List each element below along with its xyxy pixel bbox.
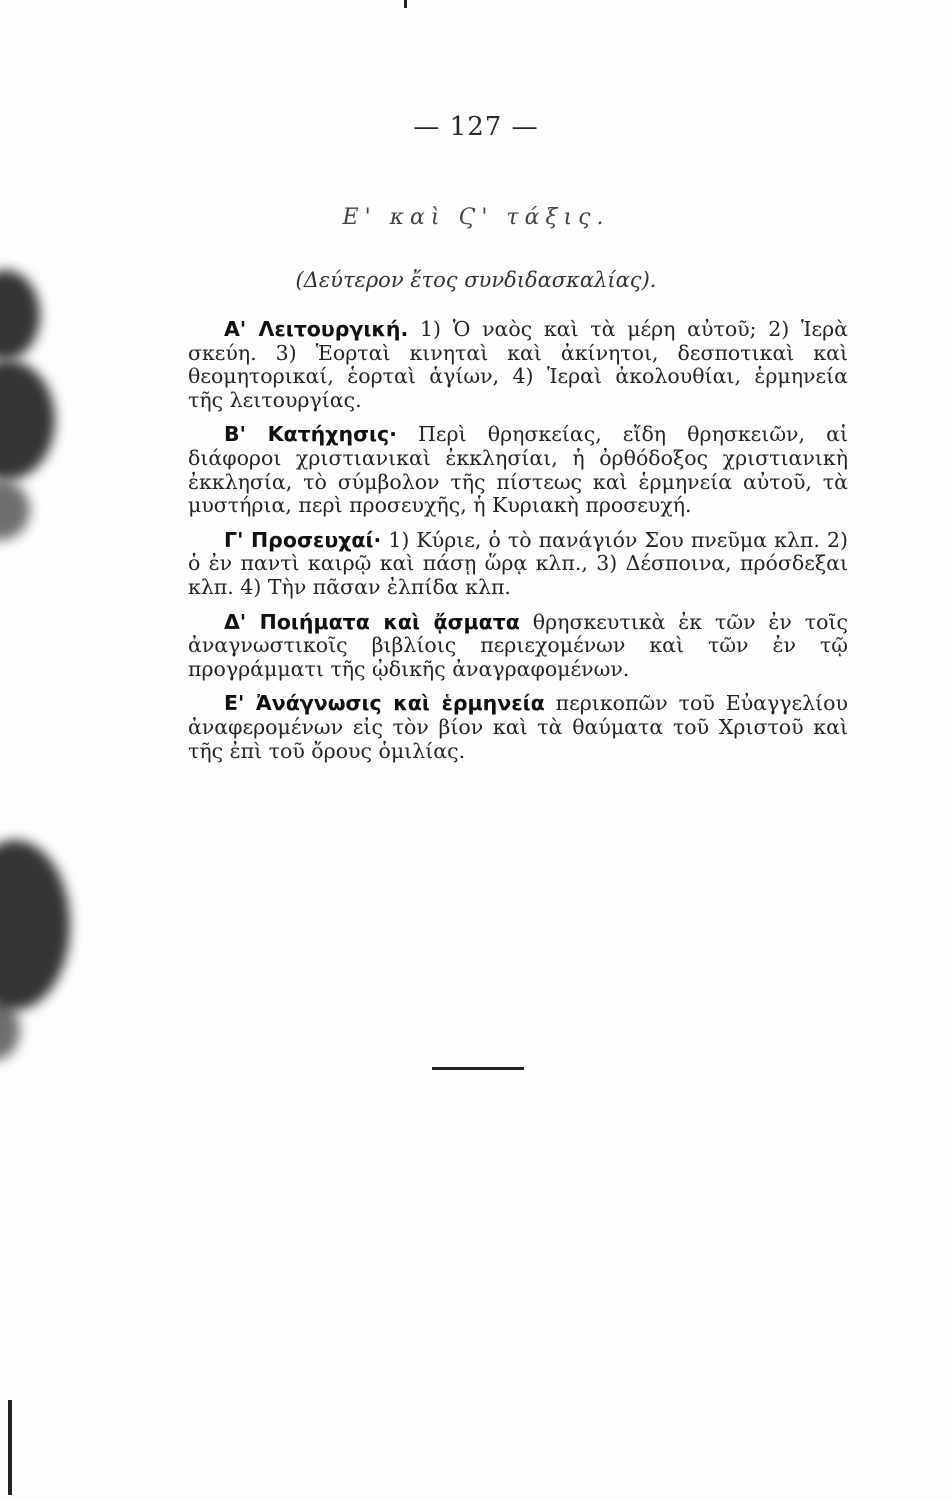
heading-reading: Ε' Ἀνάγνωσις καὶ ἑρμηνεία	[224, 691, 545, 716]
scan-shadow-middle	[0, 360, 55, 480]
text-prayers: 1) Κύριε, ὁ τὸ πανάγιόν Σου πνεῦμα κλπ. 2) ὁ ἐν παντὶ καιρῷ καὶ πάσῃ ὥρᾳ κλπ., 3) Δέσποινα, πρόσδεξαι κλπ. 4) Τὴν πᾶσαν ἐλπίδα κλπ.	[188, 527, 848, 599]
paragraph-prayers	[188, 529, 848, 600]
text-liturgy: 1) Ὁ ναὸς καὶ τὰ μέρη αὐτοῦ; 2) Ἱερὰ σκεύη. 3) Ἑορταὶ κινηταὶ καὶ ἀκίνητοι, δεσποτικαὶ καὶ θεομητορικαί, ἑορταὶ ἁγίων, 4) Ἱεραὶ ἀκολουθίαι, ἑρμηνεία τῆς λειτουργίας.	[188, 317, 848, 412]
section-title: Ε' καὶ Ϛ' τάξις.	[342, 205, 610, 230]
paragraph-liturgy	[188, 318, 848, 412]
scan-shadow-bottom	[0, 840, 70, 1010]
heading-liturgy: Α' Λειτουργική.	[224, 317, 409, 341]
end-rule	[432, 1067, 524, 1070]
heading-prayers: Γ' Προσευχαί·	[224, 527, 382, 552]
body-text	[188, 318, 848, 774]
scan-shadow-lower	[0, 480, 30, 540]
paragraph-catechism	[188, 423, 848, 517]
text-poems: θρησκευτικὰ ἐκ τῶν ἐν τοῖς ἀναγνωστικοῖς βιβλίοις περιεχομένων καὶ τῶν ἐν τῷ προγράμματι τῆς ᾠδικῆς ἀναγραφομένων.	[188, 609, 848, 681]
paragraph-poems	[188, 611, 848, 682]
text-reading: περικοπῶν τοῦ Εὐαγγελίου ἀναφερομένων εἰς τὸν βίον καὶ τὰ θαύματα τοῦ Χριστοῦ καὶ τῆς ἐπὶ τοῦ ὄρους ὁμιλίας.	[188, 691, 848, 763]
scan-edge-mark	[8, 1400, 12, 1495]
page-number: — 127 —	[413, 112, 539, 142]
scan-top-mark	[404, 0, 407, 8]
heading-poems: Δ' Ποιήματα καὶ ᾄσματα	[224, 609, 520, 634]
paragraph-reading	[188, 692, 848, 763]
heading-catechism: Β' Κατήχησις·	[224, 422, 397, 447]
text-catechism: Περὶ θρησκείας, εἴδη θρησκειῶν, αἱ διάφοροι χριστιανικαὶ ἐκκλησίαι, ἡ ὀρθόδοξος χριστιανικὴ ἐκκλησία, τὸ σύμβολον τῆς πίστεως καὶ ἑρμηνεία αὐτοῦ, τὰ μυστήρια, περὶ προσευχῆς, ἡ Κυριακὴ προσευχή.	[188, 422, 848, 518]
subtitle: (Δεύτερον ἔτος συνδιδασκαλίας).	[295, 268, 657, 292]
